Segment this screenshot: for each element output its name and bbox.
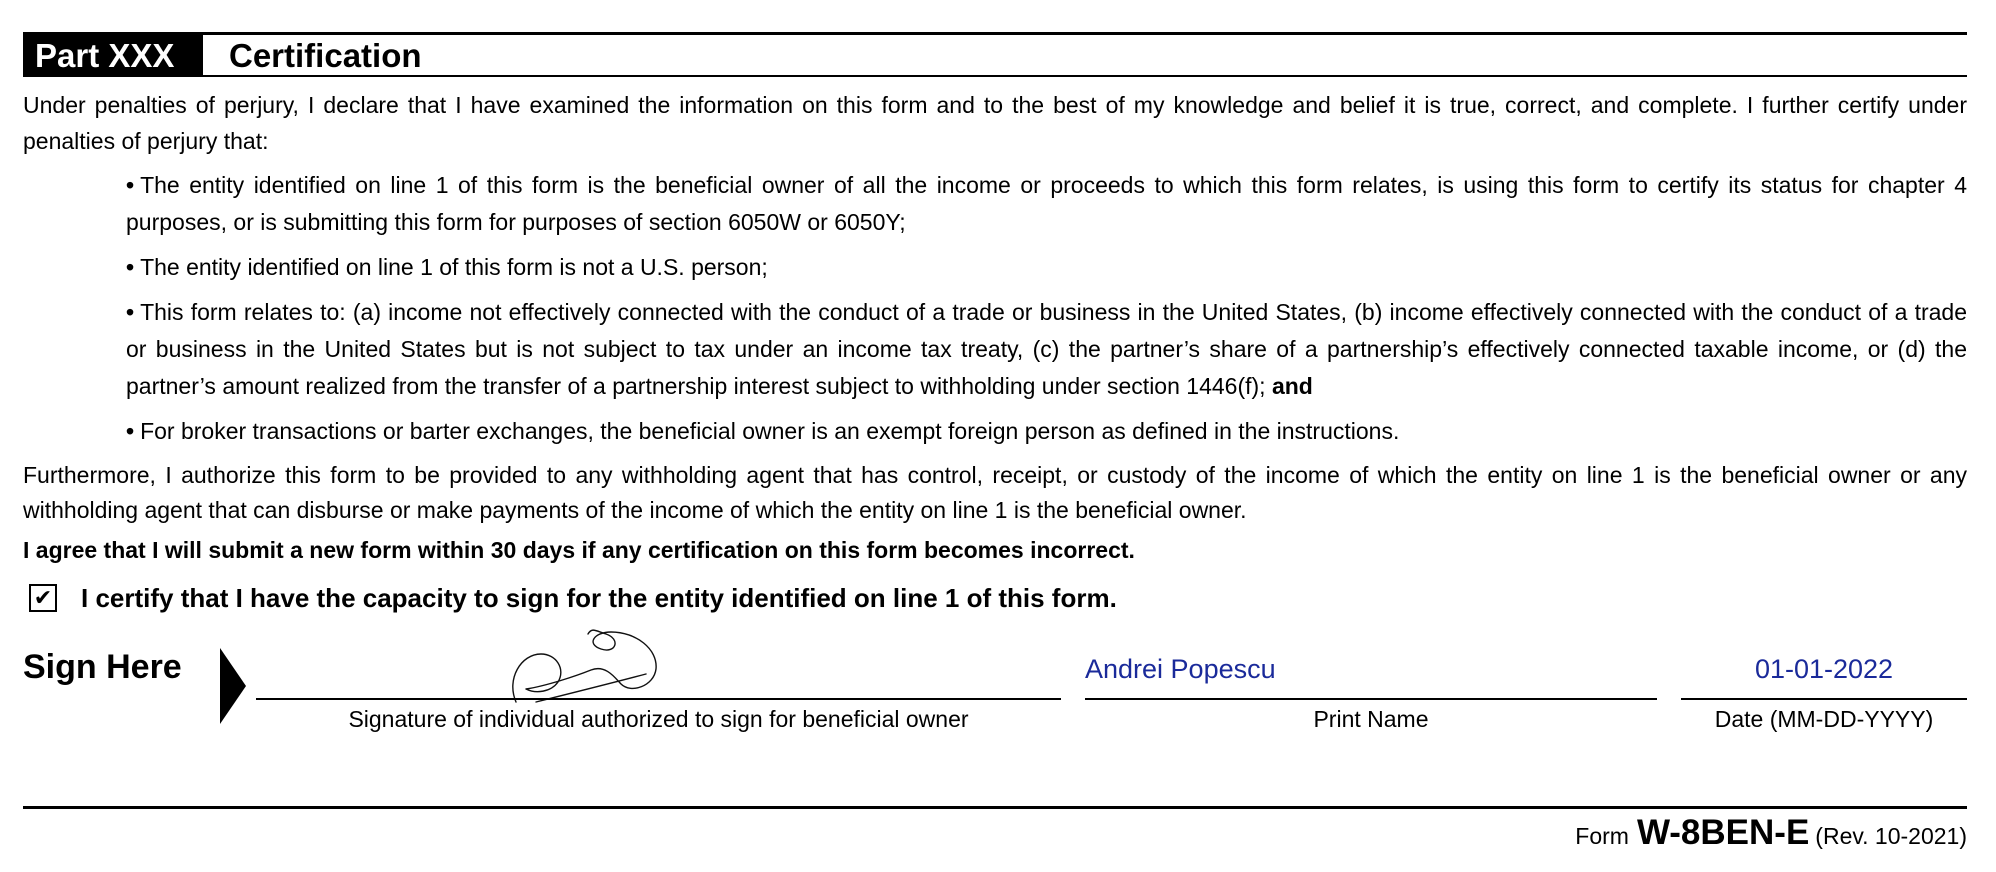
bullet-icon: •: [126, 299, 135, 325]
bullet-icon: •: [126, 172, 135, 198]
form-number: W-8BEN-E: [1636, 813, 1810, 852]
signature-row: [23, 628, 1967, 748]
certification-list: [126, 167, 1967, 450]
agreement-statement: I agree that I will submit a new form within 30 days if any certification on this form becomes incorrect.: [23, 537, 1135, 563]
checkmark-icon: ✔: [33, 585, 53, 610]
sign-here-label: Sign Here: [23, 648, 182, 686]
signature-caption: Signature of individual authorized to sign for beneficial owner: [348, 706, 969, 732]
intro-paragraph: Under penalties of perjury, I declare that I have examined the information on this form and to the best of my knowledge and belief it is true, correct, and complete. I further certify under penalties of perjury that:: [23, 92, 1967, 154]
bullet-icon: •: [126, 254, 135, 280]
certification-item-text: For broker transactions or barter exchanges, the beneficial owner is an exempt foreign person as defined in the instructions.: [140, 418, 1400, 444]
handwritten-signature: [496, 624, 666, 704]
form-footer: [1575, 815, 1967, 850]
date-caption: Date (MM-DD-YYYY): [1714, 706, 1934, 732]
print-name-field[interactable]: [1085, 628, 1657, 748]
certification-item: [126, 249, 1967, 286]
print-name-value[interactable]: Andrei Popescu: [1085, 654, 1276, 684]
footer-prefix: Form: [1575, 823, 1629, 849]
part-header: [23, 32, 1967, 77]
print-name-caption: Print Name: [1313, 706, 1429, 732]
date-value[interactable]: 01-01-2022: [1754, 654, 1894, 684]
sign-here-arrow-icon: [220, 648, 246, 724]
certification-item: [126, 413, 1967, 450]
certification-item-text: The entity identified on line 1 of this form is the beneficial owner of all the income or proceeds to which this form relates, is using this form to certify its status for chapter 4 purposes, or is submitting this form for purposes of section 6050W or 6050Y;: [126, 172, 1967, 235]
certification-section: [23, 32, 1967, 748]
certification-item-text: This form relates to: (a) income not effectively connected with the conduct of a trade or business in the United States, (b) income effectively connected with the conduct of a trade or business in the United States but is not subject to tax under an income tax treaty, (c) the partner’s share of a partnership’s effectively connected taxable income, or (d) the partner’s amount realized from the transfer of a partnership interest subject to withholding under section 1446(f);: [126, 299, 1967, 399]
authorization-paragraph: Furthermore, I authorize this form to be provided to any withholding agent that has control, receipt, or custody of the income of which the entity on line 1 is the beneficial owner or any withholding agent that can disburse or make payments of the income of which the entity on line 1 is the beneficial owner.: [23, 462, 1967, 523]
certification-item-suffix: and: [1271, 373, 1313, 399]
capacity-certification: [23, 578, 1967, 618]
certification-item-text: The entity identified on line 1 of this form is not a U.S. person;: [140, 254, 768, 280]
footer-divider: [23, 806, 1967, 809]
capacity-checkbox[interactable]: [29, 584, 57, 612]
capacity-certification-label: I certify that I have the capacity to sign for the entity identified on line 1 of this form.: [81, 582, 1117, 613]
certification-item: [126, 167, 1967, 241]
date-line: [1681, 698, 1967, 700]
form-revision: (Rev. 10-2021): [1815, 823, 1967, 849]
part-label: Part XXX: [23, 35, 203, 75]
date-field[interactable]: [1681, 628, 1967, 748]
print-name-line: [1085, 698, 1657, 700]
signature-line: [256, 698, 1061, 700]
signature-field[interactable]: [256, 628, 1061, 748]
bullet-icon: •: [126, 418, 135, 444]
part-title: Certification: [229, 36, 422, 74]
certification-item: [126, 294, 1967, 405]
